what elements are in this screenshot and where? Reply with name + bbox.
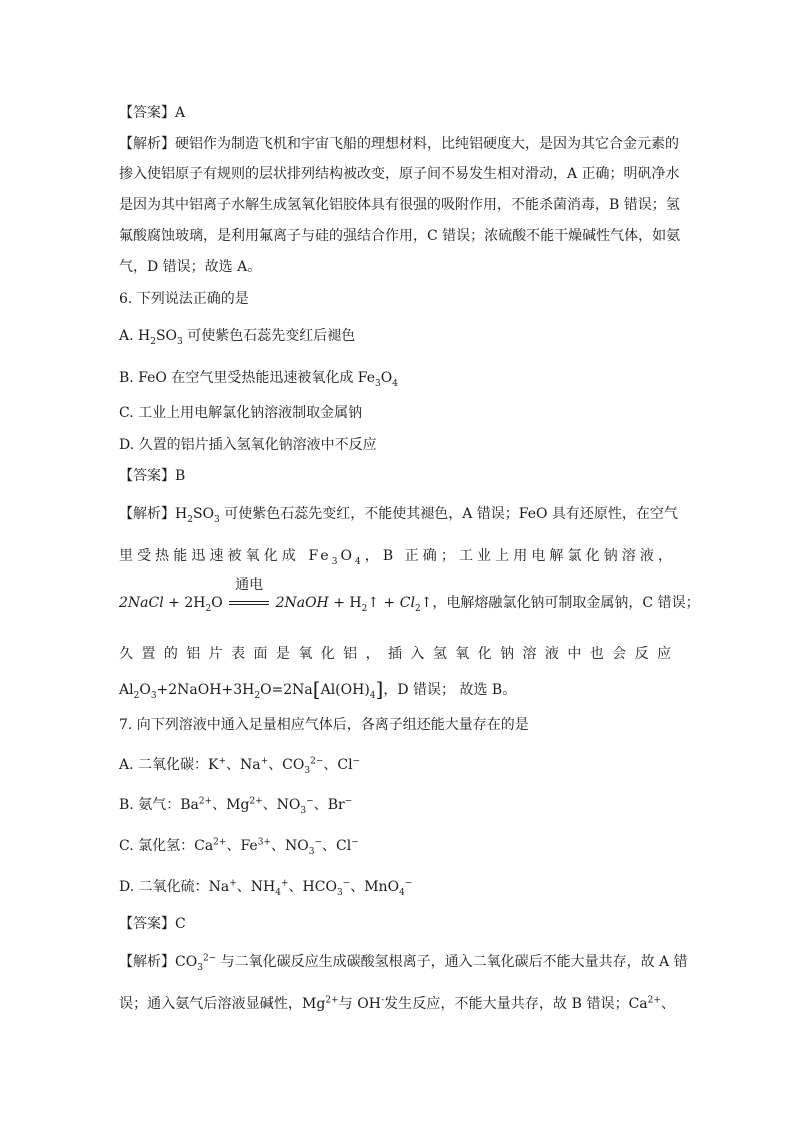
question-stem: 6. 下列说法正确的是 bbox=[119, 291, 249, 307]
option-b: B. FeO 在空气里受热能迅速被氧化成 $Fe_3O_4$ bbox=[119, 370, 398, 389]
analysis-line: 里受热能迅速被氧化成 $Fe_3O_4$，B 正确；工业上用电解氯化钠溶液， bbox=[119, 548, 675, 567]
analysis-line: 【解析】硬铝作为制造飞机和宇宙飞船的理想材料，比纯铝硬度大，是因为其它合金元素的 bbox=[119, 136, 679, 152]
reaction-arrow bbox=[229, 601, 269, 605]
answer-label: 【答案】A bbox=[119, 105, 186, 121]
analysis-line: 久置的铝片表面是氧化铝，插入氢氧化钠溶液中也会反应 bbox=[119, 646, 675, 662]
analysis-line: 【解析】$CO_3^{2-}$ 与二氧化碳反应生成碳酸氢根离子，通入二氧化碳后不能大量共存，故 A 错 bbox=[119, 953, 688, 973]
analysis-line: 氟酸腐蚀玻璃，是利用氟离子与硅的强结合作用，C 错误；浓硫酸不能干燥碱性气体，如氨 bbox=[119, 228, 681, 244]
option-c: C. 氯化氢：$Ca^{2+}$、$Fe^{3+}$、$NO_3^-$、Cl− bbox=[119, 837, 359, 857]
option-d: D. 二氧化硫：Na+、$NH_4^+$、$HCO_3^-$、MnO$_4$− bbox=[119, 878, 413, 898]
analysis-line: 气，D 错误；故选 A。 bbox=[119, 259, 262, 275]
option-a: A. $H_2SO_3$ 可使紫色石蕊先变红后褪色 bbox=[119, 328, 356, 347]
option-d: D. 久置的铝片插入氢氧化钠溶液中不反应 bbox=[119, 437, 377, 453]
analysis-line: $Al_2O_3+2NaOH+3H_2O=2Na[Al(OH)_4]$，D 错误； 故选 B。 bbox=[119, 677, 517, 701]
option-b: B. 氨气：$Ba^{2+}$、$Mg^{2+}$、$NO_3^-$、Br− bbox=[119, 796, 353, 816]
analysis-line: 误；通入氨气后溶液显碱性，$Mg^{2+}$与 OH-发生反应，不能大量共存，故 B 错误；$Ca^{2+}$、 bbox=[119, 995, 676, 1012]
answer-label: 【答案】C bbox=[119, 916, 186, 932]
question-stem: 7. 向下列溶液中通入足量相应气体后，各离子组还能大量存在的是 bbox=[119, 717, 529, 733]
analysis-line: 掺入使铝原子有规则的层状排列结构被改变，原子间不易发生相对滑动，A 正确；明矾净水 bbox=[119, 166, 680, 182]
analysis-line: 是因为其中铝离子水解生成氢氧化铝胶体具有很强的吸附作用，不能杀菌消毒，B 错误；氢 bbox=[119, 197, 680, 213]
equation-line: 2NaCl + $2H_2O$ 通电 2NaOH + $H_2↑$ + $Cl_2↑$，电解熔融氯化钠可制取金属钠，C 错误； bbox=[119, 577, 700, 614]
option-c: C. 工业上用电解氯化钠溶液制取金属钠 bbox=[119, 405, 363, 421]
option-a: A. 二氧化碳：K+、Na+、$CO_3^{2-}$、Cl− bbox=[119, 756, 361, 776]
reaction-condition: 通电 bbox=[235, 577, 264, 593]
analysis-line: 【解析】$H_2SO_3$ 可使紫色石蕊先变红，不能使其褪色，A 错误；FeO 具有还原性，在空气 bbox=[119, 506, 678, 525]
answer-label: 【答案】B bbox=[119, 468, 186, 484]
